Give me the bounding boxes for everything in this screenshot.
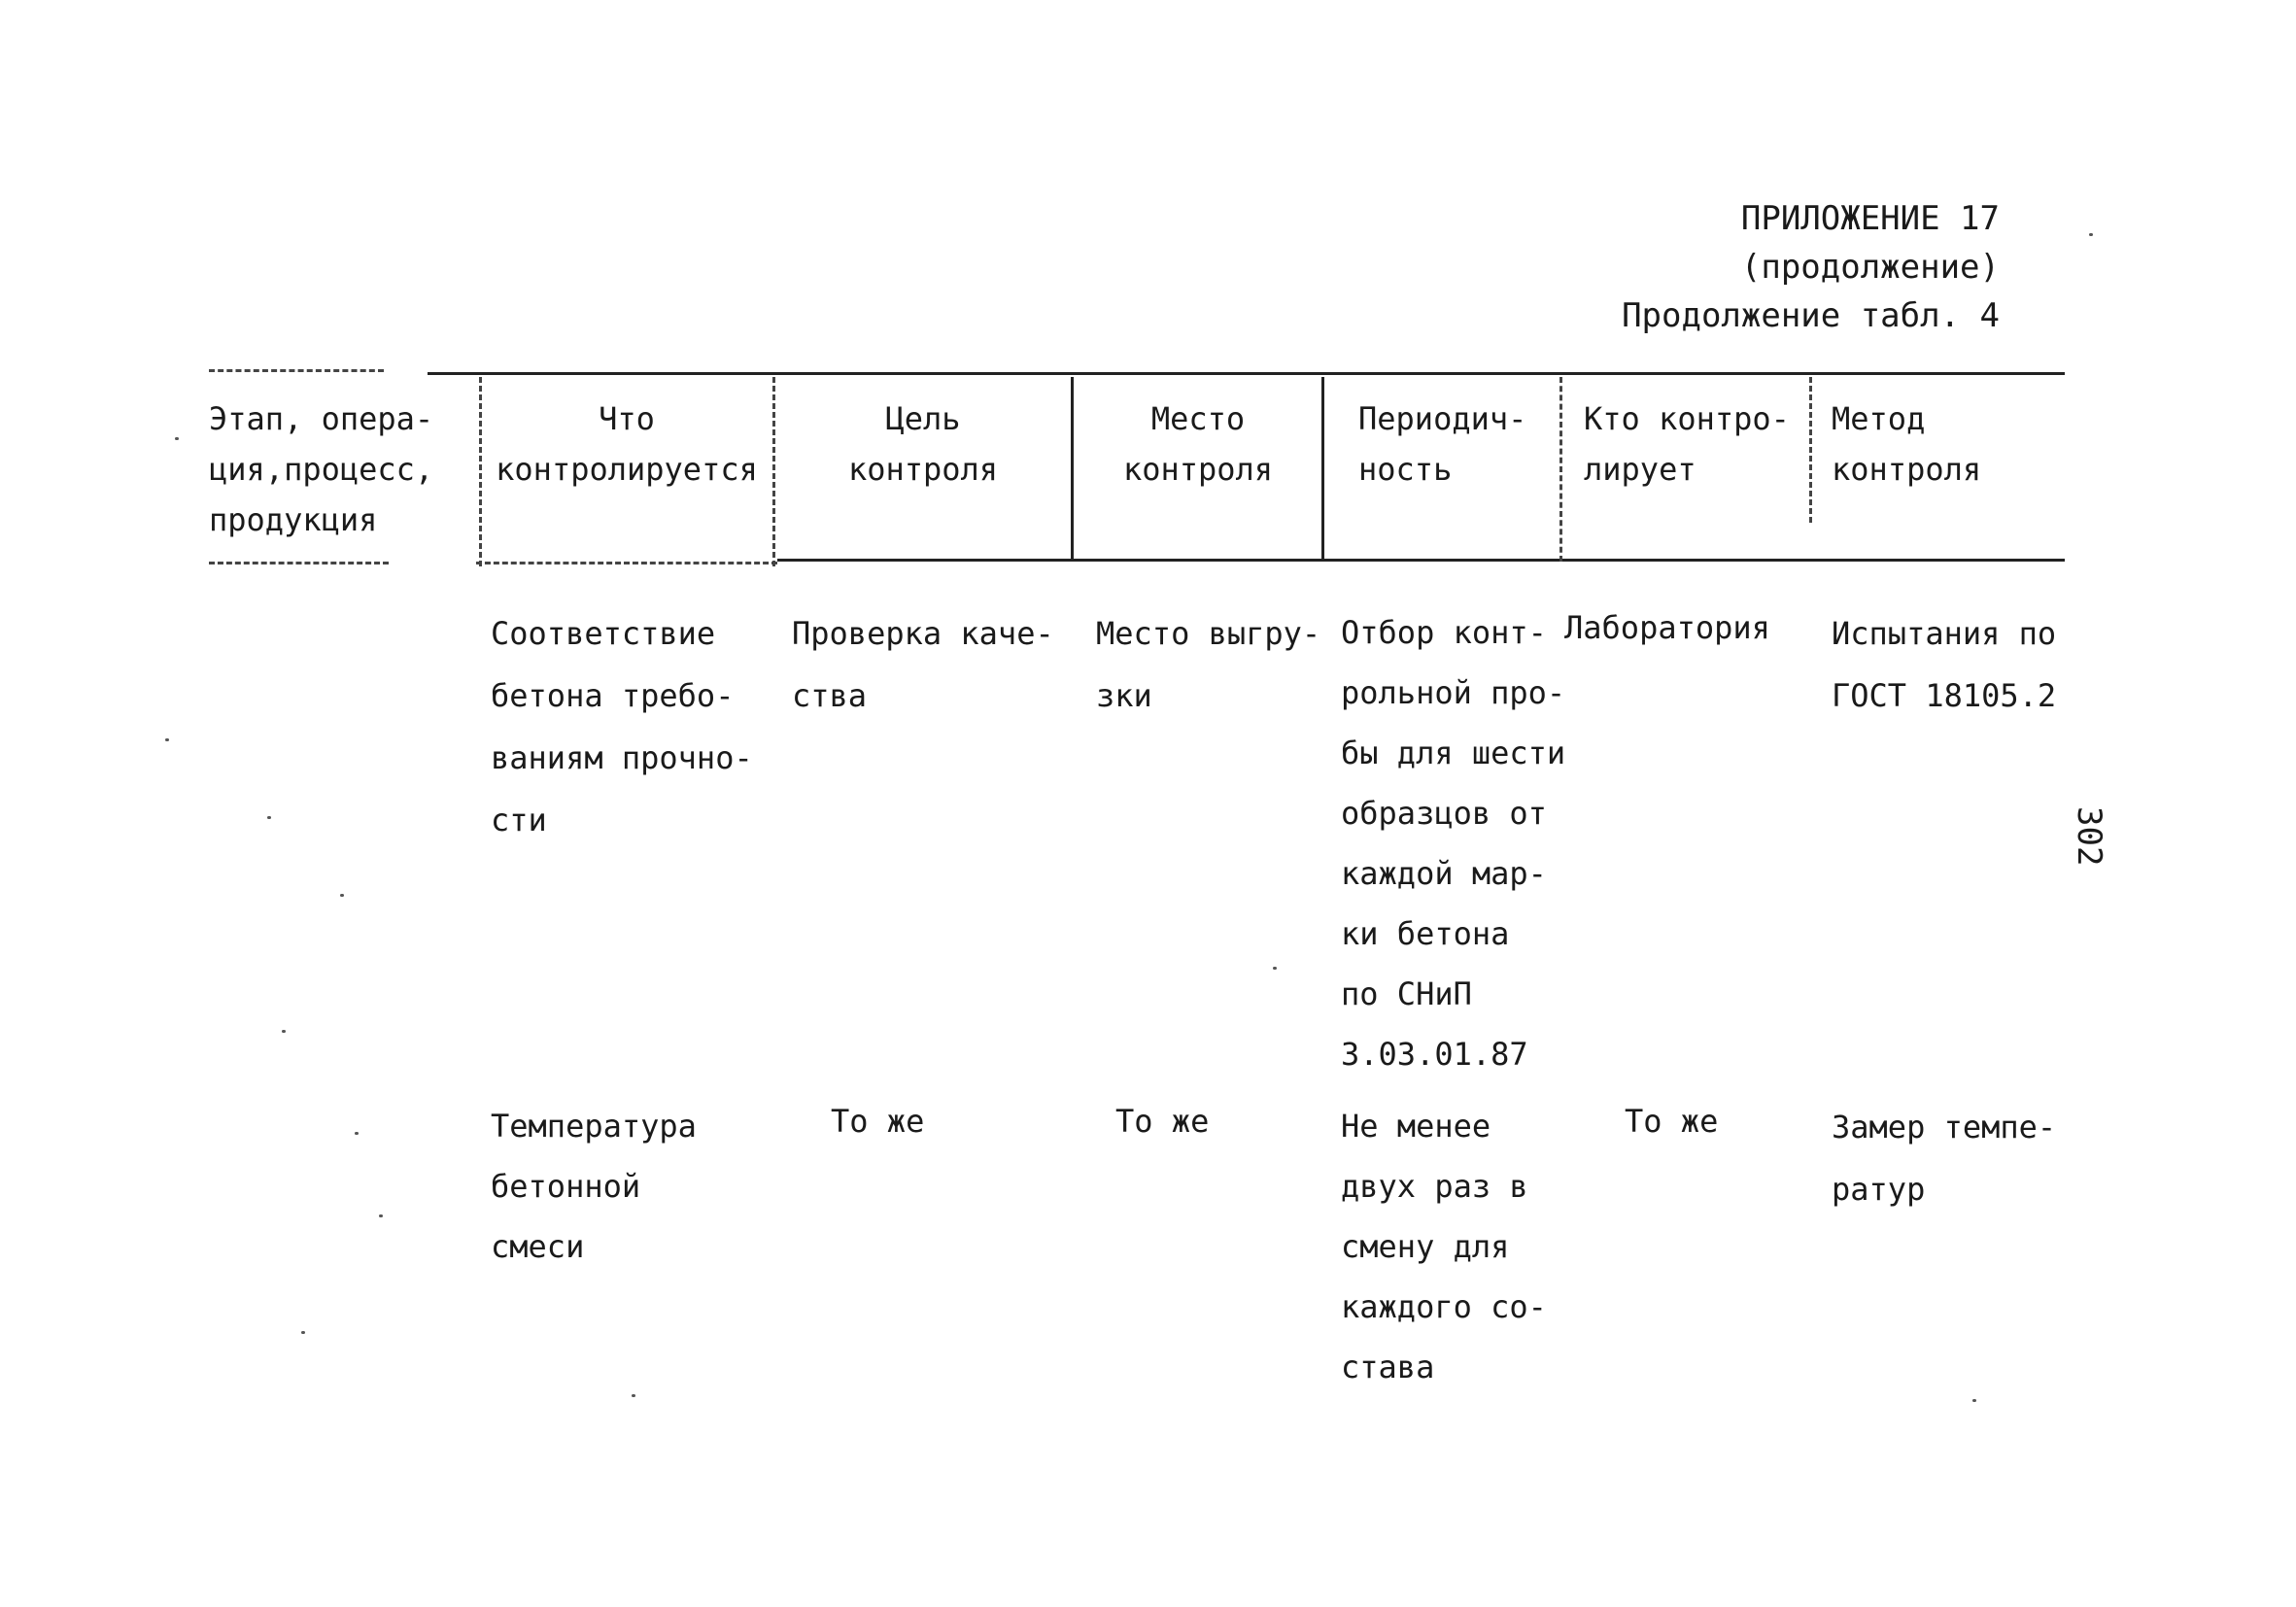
column-separator-2 [772, 377, 775, 566]
cell-place: То же [1115, 1103, 1210, 1140]
scan-speck [165, 738, 169, 741]
cell-method: Замер темпе- ратур [1832, 1109, 2057, 1208]
cell-what: Температура бетонной смеси [491, 1108, 697, 1265]
column-header-stage: Этап, опера- ция,процесс, продукция [209, 400, 434, 538]
header-bottom-rule-left [209, 562, 389, 564]
cell-goal: То же [831, 1103, 925, 1140]
cell-who: То же [1625, 1103, 1719, 1140]
scan-speck [379, 1214, 383, 1217]
column-separator-1 [479, 377, 482, 566]
cell-period: Не менее двух раз в смену для каждого со- става [1341, 1108, 1547, 1385]
column-header-period: Периодич- ность [1358, 400, 1527, 488]
column-header-place: Место контроля [1122, 400, 1274, 488]
column-separator-3 [1071, 377, 1074, 562]
scan-speck [340, 894, 344, 897]
column-separator-6 [1809, 377, 1812, 523]
cell-period: Отбор конт- рольной про- бы для шести образцов от каждой мар- ки бетона по СНиП 3.03.01.87 [1341, 614, 1566, 1073]
cell-goal: Проверка каче- ства [792, 615, 1054, 714]
column-header-goal: Цель контроля [847, 400, 999, 488]
column-header-who: Кто контро- лирует [1584, 400, 1790, 488]
column-header-what: Что контролируется [496, 400, 758, 488]
cell-who: Лаборатория [1564, 609, 1770, 646]
page-number: 302 [2070, 806, 2108, 867]
column-separator-4 [1321, 377, 1324, 562]
scan-speck [1972, 1399, 1976, 1402]
cell-method: Испытания по ГОСТ 18105.2 [1832, 615, 2057, 714]
header-bottom-rule [777, 559, 2065, 562]
table-top-rule-left [209, 369, 384, 372]
cell-place: Место выгру- зки [1096, 615, 1321, 714]
scan-speck [175, 437, 179, 440]
table-continued-label: Продолжение табл. 4 [1622, 296, 2000, 335]
column-header-method: Метод контроля [1832, 400, 1982, 488]
scan-speck [1273, 967, 1277, 970]
scan-speck [301, 1331, 305, 1334]
table-top-rule [428, 372, 2065, 375]
cell-what: Соответствие бетона требо- ваниям прочно- сти [491, 615, 753, 838]
scan-speck [282, 1030, 286, 1033]
appendix-label: ПРИЛОЖЕНИЕ 17 [1740, 199, 2000, 238]
scan-speck [267, 816, 271, 819]
continued-label: (продолжение) [1740, 248, 2000, 287]
scan-speck [2089, 233, 2093, 236]
header-bottom-rule-dashed [476, 562, 777, 564]
scan-speck [355, 1132, 359, 1135]
scan-speck [632, 1394, 635, 1397]
